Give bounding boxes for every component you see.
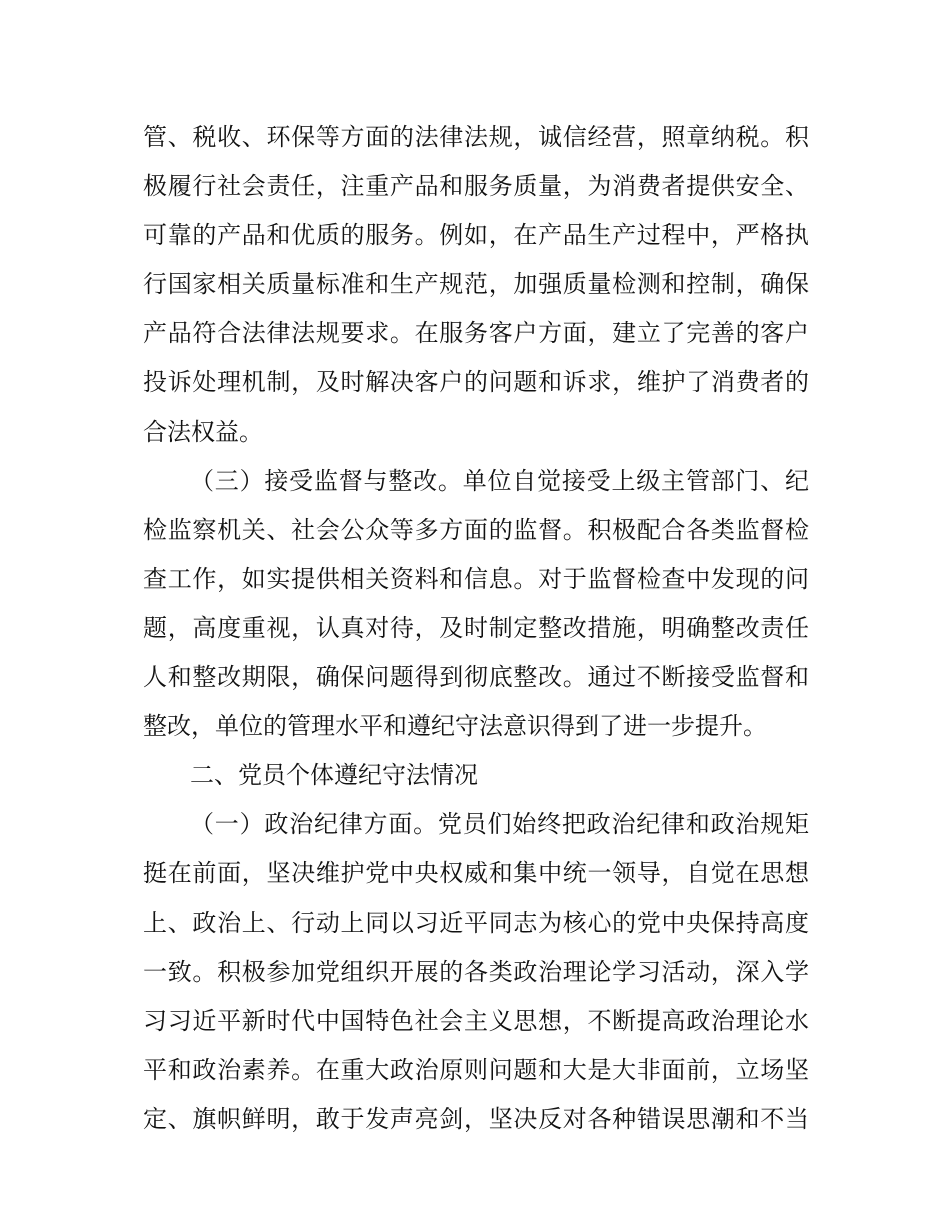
text-line: 题，高度重视，认真对待，及时制定整改措施，明确整改责任 — [143, 613, 809, 642]
text-line: 行国家相关质量标准和生产规范，加强质量检测和控制，确保 — [143, 270, 809, 299]
text-line: 检监察机关、社会公众等多方面的监督。积极配合各类监督检 — [143, 515, 809, 544]
paragraph — [143, 751, 809, 800]
text-line: 投诉处理机制，及时解决客户的问题和诉求，维护了消费者的 — [143, 368, 809, 397]
text-line: 习习近平新时代中国特色社会主义思想，不断提高政治理论水 — [143, 1006, 809, 1035]
text-line: 整改，单位的管理水平和遵纪守法意识得到了进一步提升。 — [143, 712, 767, 741]
text-line: 定、旗帜鲜明，敢于发声亮剑，坚决反对各种错误思潮和不当 — [143, 1104, 809, 1133]
text-line: 人和整改期限，确保问题得到彻底整改。通过不断接受监督和 — [143, 663, 809, 692]
text-line: 平和政治素养。在重大政治原则问题和大是大非面前，立场坚 — [143, 1055, 809, 1084]
paragraph — [143, 113, 809, 457]
paragraph — [143, 457, 809, 752]
text-line: 极履行社会责任，注重产品和服务质量，为消费者提供安全、 — [143, 172, 809, 201]
document-page — [143, 113, 809, 1144]
text-line: 二、党员个体遵纪守法情况 — [190, 761, 478, 790]
text-line: 查工作，如实提供相关资料和信息。对于监督检查中发现的问 — [143, 564, 809, 593]
text-line: （三）接受监督与整改。单位自觉接受上级主管部门、纪 — [190, 466, 809, 495]
text-line: 上、政治上、行动上同以习近平同志为核心的党中央保持高度 — [143, 908, 809, 937]
text-line: （一）政治纪律方面。党员们始终把政治纪律和政治规矩 — [190, 810, 809, 839]
text-line: 管、税收、环保等方面的法律法规，诚信经营，照章纳税。积 — [143, 123, 809, 151]
text-line: 产品符合法律法规要求。在服务客户方面，建立了完善的客户 — [143, 319, 809, 348]
text-line: 挺在前面，坚决维护党中央权威和集中统一领导，自觉在思想 — [143, 859, 809, 888]
text-line: 一致。积极参加党组织开展的各类政治理论学习活动，深入学 — [143, 957, 809, 986]
text-line: 可靠的产品和优质的服务。例如，在产品生产过程中，严格执 — [143, 221, 809, 250]
text-line: 合法权益。 — [143, 417, 263, 446]
paragraph — [143, 800, 809, 1144]
